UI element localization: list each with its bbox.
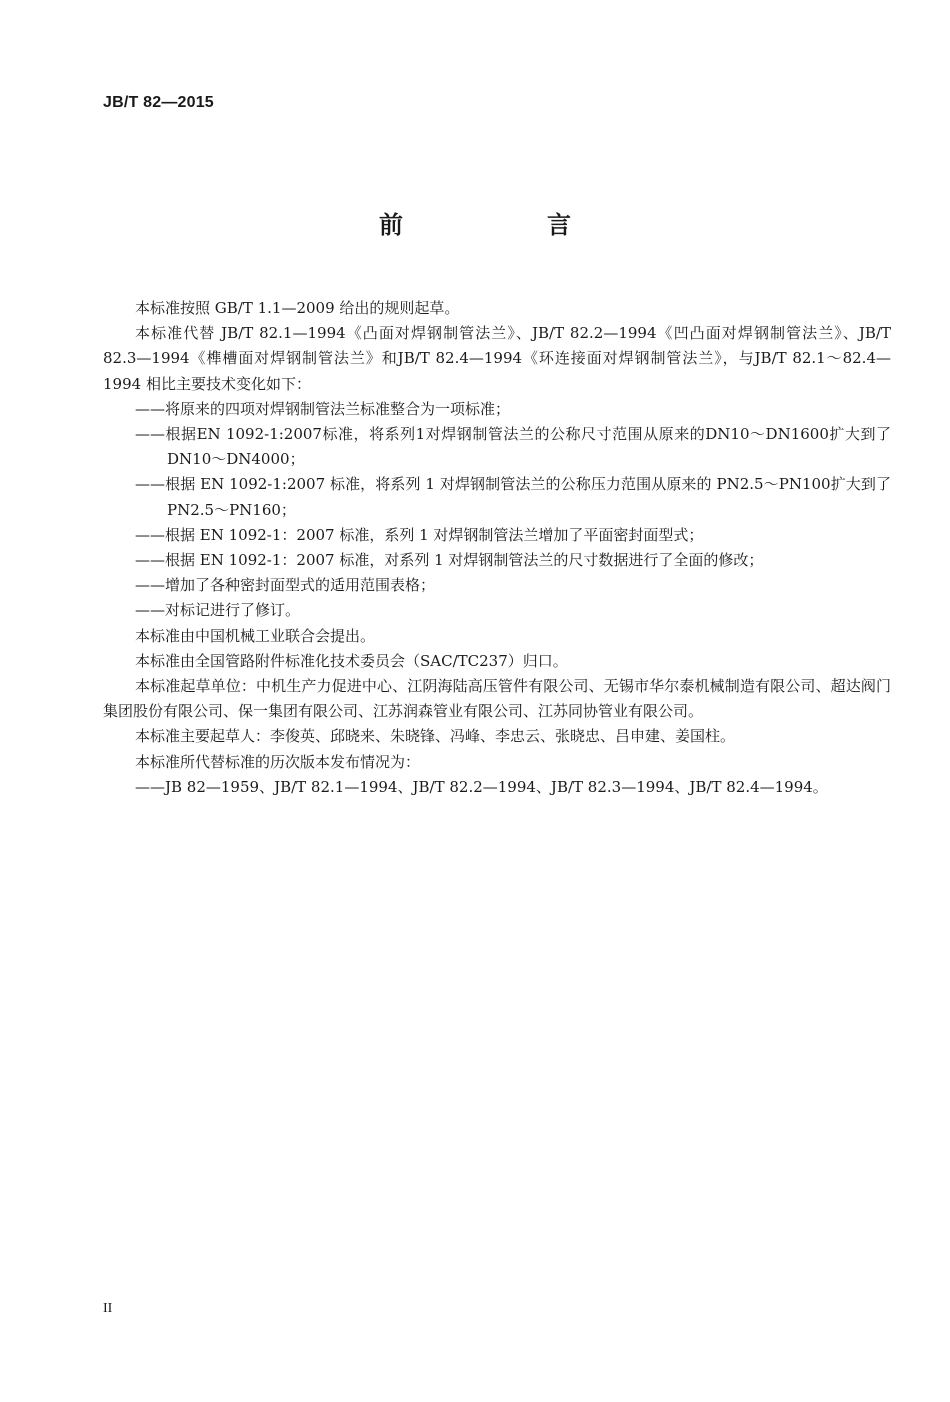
change-item-flat-face: ——根据 EN 1092-1：2007 标准，系列 1 对焊钢制管法兰增加了平面密封面型式； [135, 525, 704, 544]
change-item-marking: ——对标记进行了修订。 [135, 601, 301, 620]
paragraph-drafting-rules: 本标准按照 GB/T 1.1—2009 给出的规则起草。 [135, 299, 460, 317]
change-item-dimension-data: ——根据 EN 1092-1：2007 标准，对系列 1 对焊钢制管法兰的尺寸数据进行了全面的修改； [135, 551, 764, 570]
paragraph-drafters: 本标准主要起草人：李俊英、邱晓来、朱晓锋、冯峰、李忠云、张晓忠、吕申建、姜国柱。 [135, 727, 736, 746]
page-number: II [103, 1301, 113, 1316]
paragraph-drafting-units: 本标准起草单位：中机生产力促进中心、江阴海陆高压管件有限公司、无锡市华尔泰机械制造有限公司、超达阀门集团股份有限公司、保一集团有限公司、江苏润森管业有限公司、江苏同协管业有限公司。 [103, 677, 891, 721]
change-item-size-range: ——根据EN 1092-1:2007标准，将系列1对焊钢制管法兰的公称尺寸范围从原来的DN10～DN1600扩大到了 DN10～DN4000； [135, 425, 891, 469]
paragraph-centralized-by: 本标准由全国管路附件标准化技术委员会（SAC/TC237）归口。 [135, 651, 568, 670]
change-item-scope-table: ——增加了各种密封面型式的适用范围表格； [135, 576, 436, 595]
paragraph-replaces: 本标准代替 JB/T 82.1—1994《凸面对焊钢制管法兰》、JB/T 82.2—1994《凹凸面对焊钢制管法兰》、JB/T 82.3—1994《榫槽面对焊钢制管法兰》和JB/T 82.4—1994《环连接面对焊钢制管法兰》，与JB/T 82.1～82.4—1994 相比主要技术变化如下： [103, 324, 891, 393]
previous-editions-list: ——JB 82—1959、JB/T 82.1—1994、JB/T 82.2—1994、JB/T 82.3—1994、JB/T 82.4—1994。 [135, 777, 828, 796]
page-title: 前 言 [379, 211, 631, 239]
paragraph-proposed-by: 本标准由中国机械工业联合会提出。 [135, 626, 376, 645]
standard-code: JB/T 82—2015 [103, 94, 214, 111]
change-item-merge: ——将原来的四项对焊钢制管法兰标准整合为一项标准； [135, 399, 511, 418]
change-item-pressure-range: ——根据 EN 1092-1:2007 标准，将系列 1 对焊钢制管法兰的公称压力范围从原来的 PN2.5～PN100扩大到了 PN2.5～PN160； [135, 475, 891, 519]
foreword-body [103, 296, 891, 800]
paragraph-previous-editions: 本标准所代替标准的历次版本发布情况为： [135, 752, 421, 771]
